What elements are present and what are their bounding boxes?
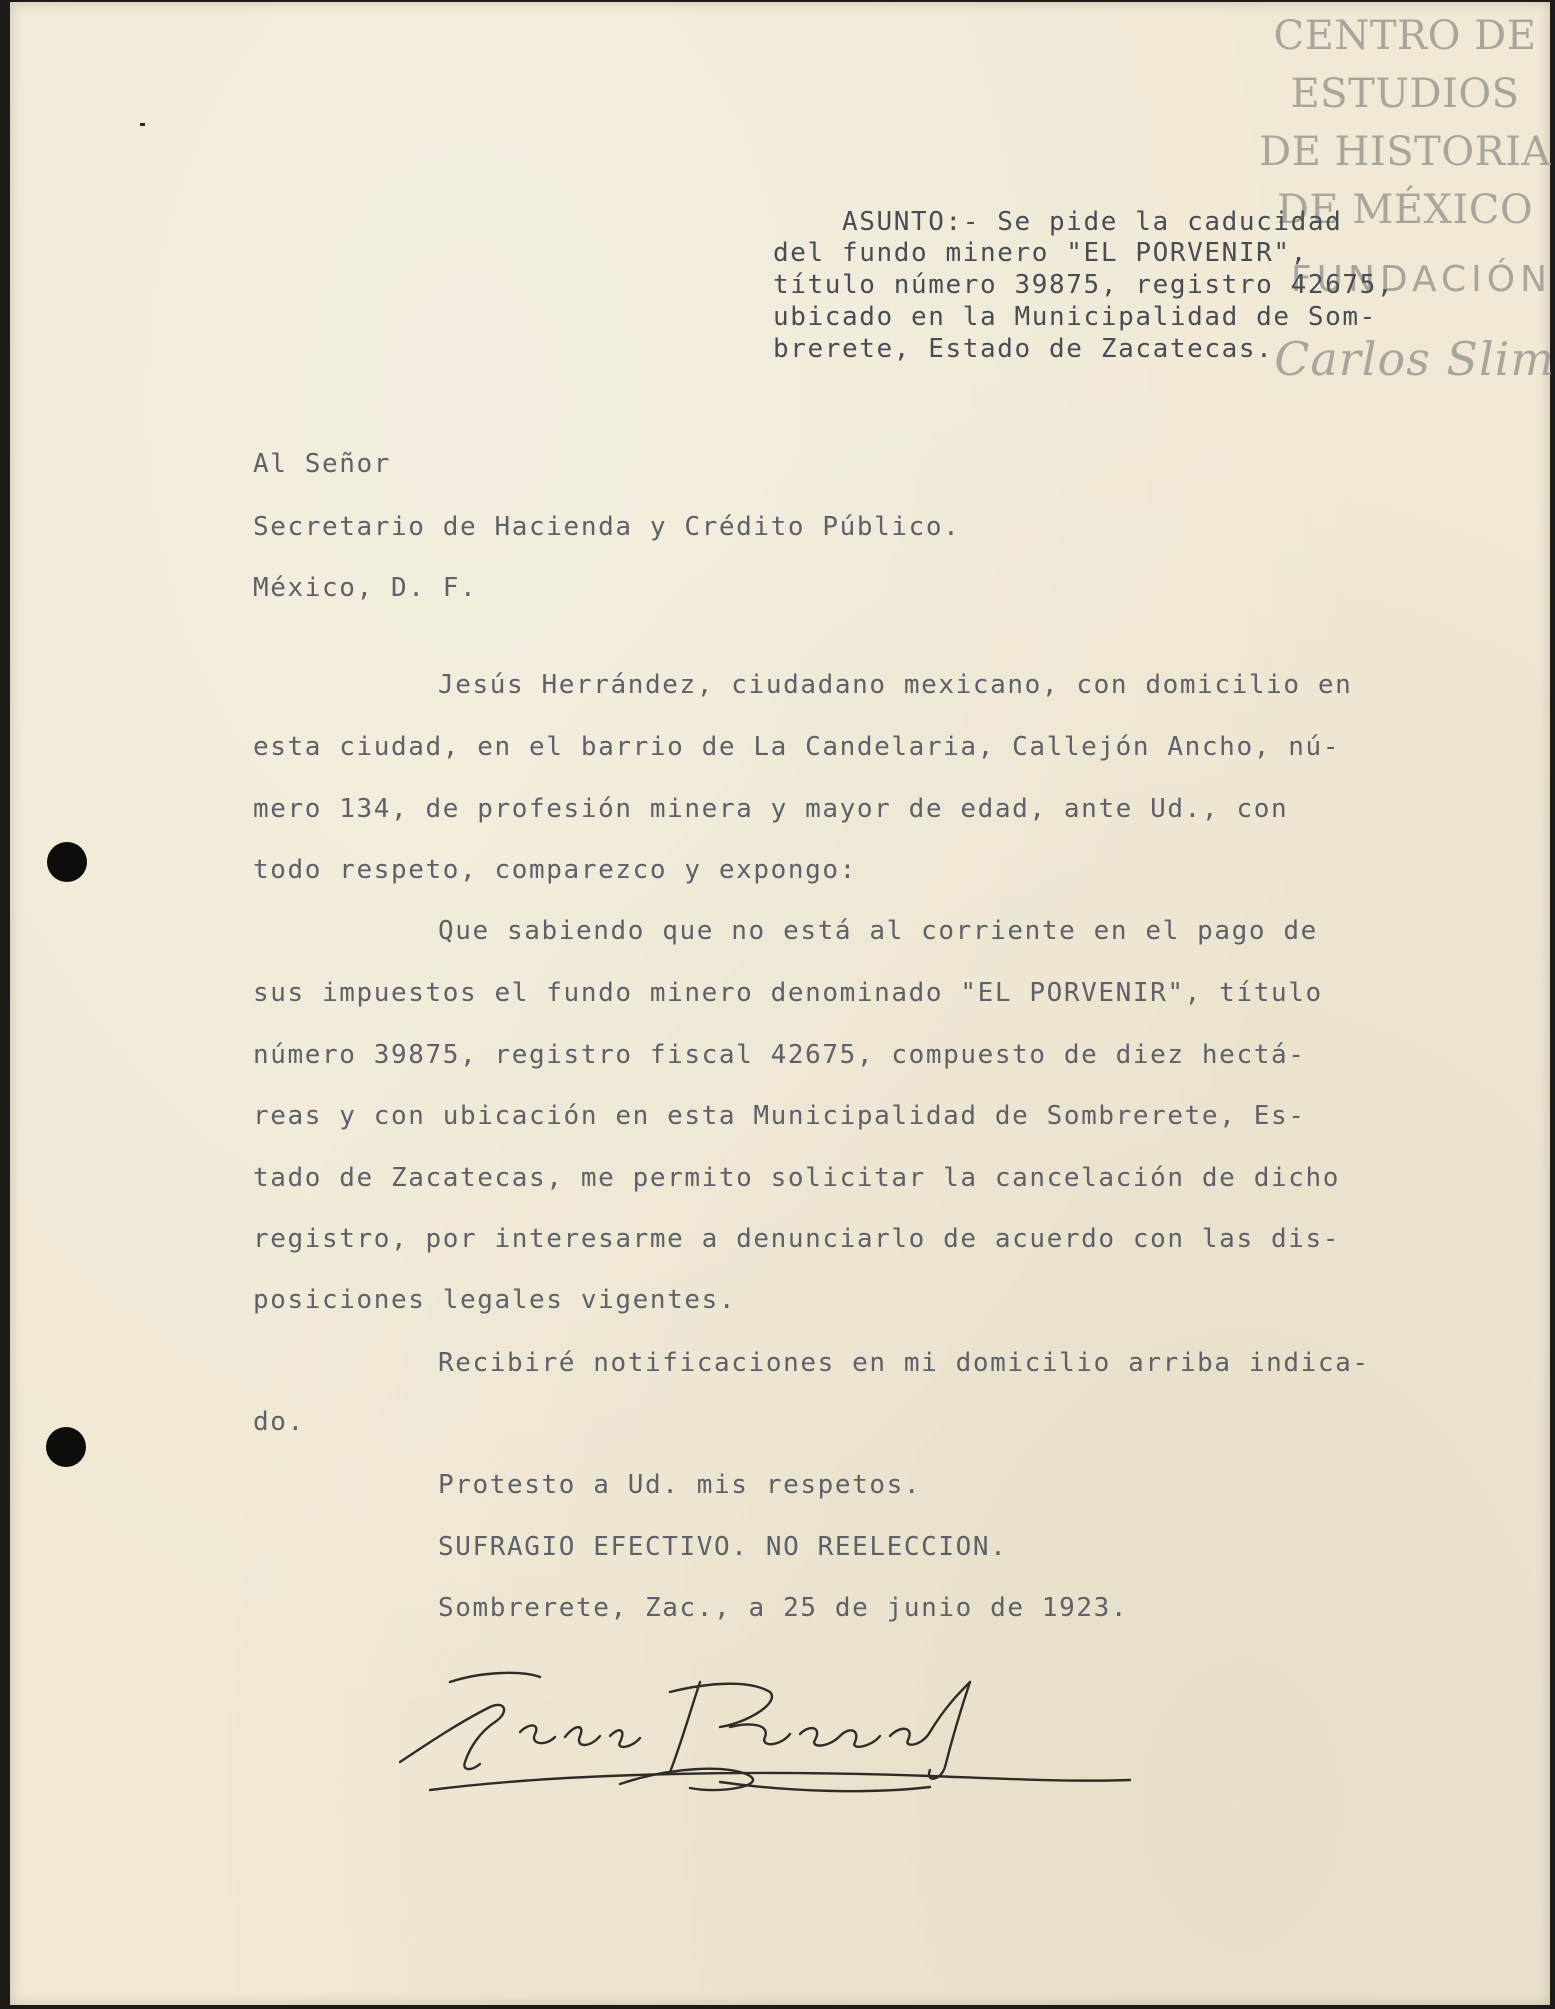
ink-speck — [140, 123, 145, 126]
punch-hole-bottom — [46, 1427, 86, 1467]
addressee-line: Secretario de Hacienda y Crédito Público. — [253, 512, 961, 542]
subject-line: título número 39875, registro 42675, — [773, 270, 1395, 300]
subject-line: ASUNTO:- Se pide la caducidad — [842, 207, 1343, 237]
body-line: Jesús Herrández, ciudadano mexicano, con domicilio en — [438, 670, 1353, 700]
body-line: registro, por interesarme a denunciarlo de acuerdo con las dis- — [253, 1224, 1340, 1254]
watermark-line: DE MÉXICO — [1276, 187, 1534, 233]
body-line: reas y con ubicación en esta Municipalidad de Sombrerete, Es- — [253, 1101, 1306, 1131]
body-line: esta ciudad, en el barrio de La Candelaria, Callejón Ancho, nú- — [253, 732, 1340, 762]
document-page — [10, 2, 1555, 2005]
body-line: Recibiré notificaciones en mi domicilio arriba indica- — [438, 1348, 1370, 1378]
body-line: do. — [253, 1407, 305, 1437]
closing-line: Protesto a Ud. mis respetos. — [438, 1470, 922, 1500]
closing-line: Sombrerete, Zac., a 25 de junio de 1923. — [438, 1593, 1129, 1623]
watermark-line: DE HISTORIA — [1259, 129, 1551, 175]
body-line: número 39875, registro fiscal 42675, compuesto de diez hectá- — [253, 1040, 1306, 1070]
punch-hole-top — [47, 842, 87, 882]
body-line: todo respeto, comparezco y expongo: — [253, 855, 857, 885]
body-line: sus impuestos el fundo minero denominado "EL PORVENIR", título — [253, 978, 1323, 1008]
subject-line: del fundo minero "EL PORVENIR", — [773, 238, 1308, 268]
body-line: Que sabiendo que no está al corriente en el pago de — [438, 916, 1318, 946]
subject-line: brerete, Estado de Zacatecas. — [773, 334, 1274, 364]
watermark-name: Carlos Slim — [1274, 332, 1555, 386]
subject-line: ubicado en la Municipalidad de Som- — [773, 302, 1377, 332]
addressee-line: Al Señor — [253, 449, 392, 479]
body-line: tado de Zacatecas, me permito solicitar la cancelación de dicho — [253, 1163, 1340, 1193]
body-line: posiciones legales vigentes. — [253, 1285, 737, 1315]
handwritten-signature — [370, 1652, 1190, 1802]
watermark-line: CENTRO DE — [1273, 13, 1537, 59]
watermark-line: ESTUDIOS — [1290, 71, 1520, 117]
body-line: mero 134, de profesión minera y mayor de edad, ante Ud., con — [253, 794, 1289, 824]
watermark-foundation: FUNDACIÓN — [1290, 259, 1552, 300]
addressee-line: México, D. F. — [253, 573, 478, 603]
closing-line: SUFRAGIO EFECTIVO. NO REELECCION. — [438, 1532, 1008, 1562]
